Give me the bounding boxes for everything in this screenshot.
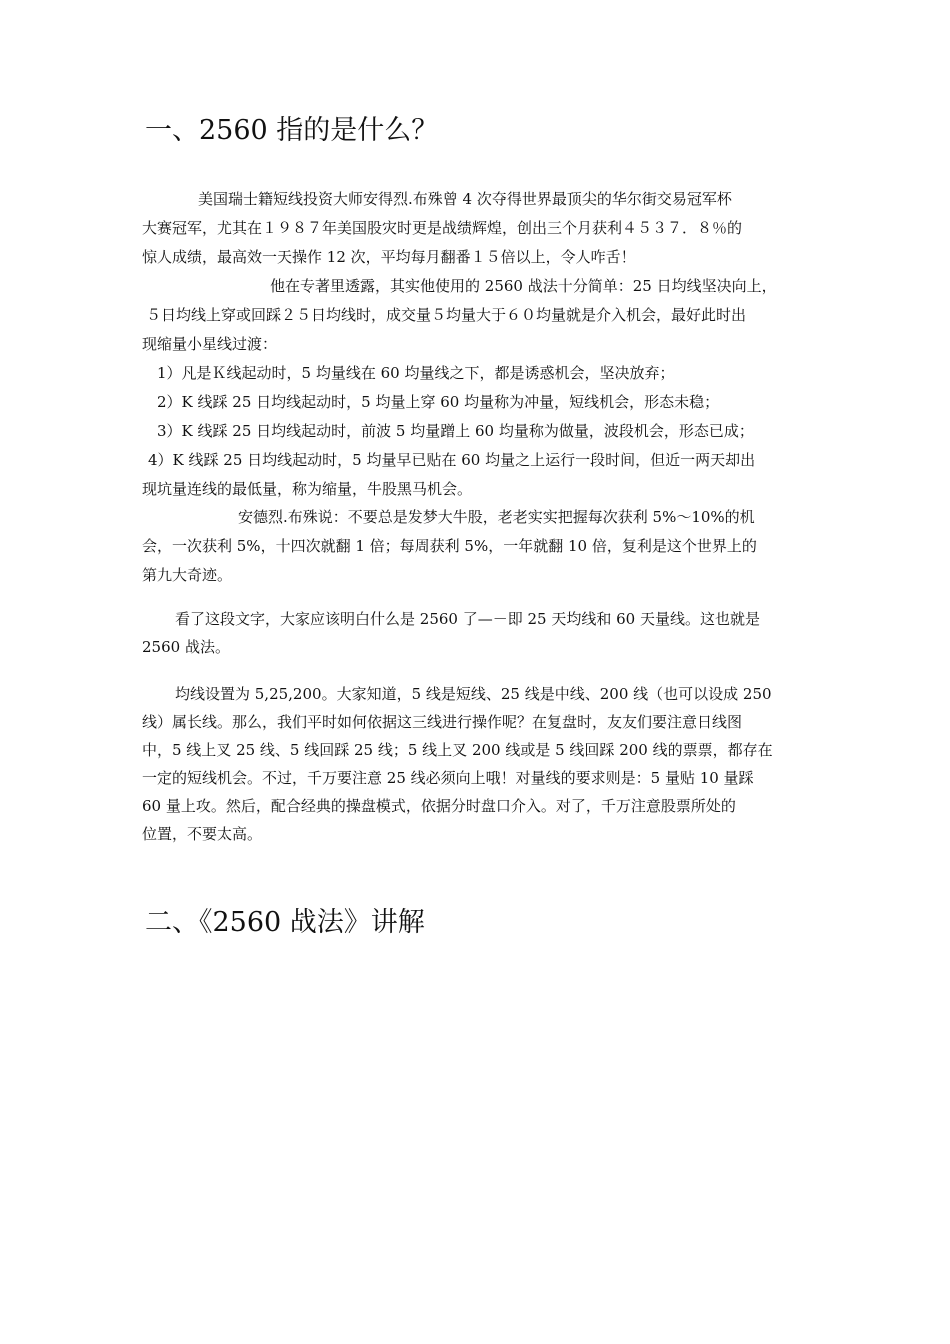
paragraph-line: 安德烈.布殊说：不要总是发梦大牛股，老老实实把握每次获利 5%～10%的机	[238, 508, 755, 526]
list-item: 4）K 线踩 25 日均线起动时，5 均量早已贴在 60 均量之上运行一段时间，但近一两天却出	[148, 451, 756, 469]
list-item: 3）K 线踩 25 日均线起动时，前波 5 均量蹭上 60 均量称为做量，波段机会，形态已成；	[157, 422, 754, 440]
paragraph-line: 看了这段文字，大家应该明白什么是 2560 了—－即 25 天均线和 60 天量线。这也就是	[175, 610, 760, 628]
paragraph-line: 第九大奇迹。	[142, 566, 233, 584]
paragraph-line: 一定的短线机会。不过，千万要注意 25 线必须向上哦！对量线的要求则是：5 量贴 10 量踩	[142, 769, 754, 787]
paragraph-line: 线）属长线。那么，我们平时如何依据这三线进行操作呢？在复盘时，友友们要注意日线图	[142, 713, 743, 731]
section-1-title: 一、2560 指的是什么？	[145, 115, 439, 146]
paragraph-line: 中，5 线上叉 25 线、5 线回踩 25 线；5 线上叉 200 线或是 5 线回踩 200 线的票票，都存在	[142, 741, 773, 759]
section-2-title: 二、《2560 战法》讲解	[145, 907, 425, 938]
paragraph-line: 位置，不要太高。	[142, 825, 263, 843]
paragraph-line: 他在专著里透露，其实他使用的 2560 战法十分简单：25 日均线坚决向上，	[270, 277, 777, 295]
paragraph-line: 会，一次获利 5%，十四次就翻 1 倍；每周获利 5%，一年就翻 10 倍，复利是这个世界上的	[142, 537, 757, 555]
paragraph-line: 现缩量小星线过渡：	[142, 335, 278, 353]
paragraph-line: ５日均线上穿或回踩２５日均线时，成交量５均量大于６０均量就是介入机会，最好此时出	[146, 306, 747, 324]
list-item: 2）K 线踩 25 日均线起动时，5 均量上穿 60 均量称为冲量，短线机会，形态未稳；	[157, 393, 720, 411]
paragraph-line: 现坑量连线的最低量，称为缩量，牛股黑马机会。	[142, 480, 473, 498]
paragraph-line: 大赛冠军，尤其在１９８７年美国股灾时更是战绩辉煌，创出三个月获利４５３７．８％的	[142, 219, 743, 237]
paragraph-line: 2560 战法。	[142, 638, 230, 656]
paragraph-line: 惊人成绩，最高效一天操作 12 次，平均每月翻番１５倍以上，令人咋舌！	[142, 248, 636, 266]
list-item: 1）凡是Ｋ线起动时，5 均量线在 60 均量线之下，都是诱惑机会，坚决放弃；	[157, 364, 675, 382]
paragraph-line: 均线设置为 5,25,200。大家知道，5 线是短线、25 线是中线、200 线（也可以设成 250	[175, 685, 772, 703]
paragraph-line: 60 量上攻。然后，配合经典的操盘模式，依据分时盘口介入。对了，千万注意股票所处的	[142, 797, 736, 815]
paragraph-line: 美国瑞士籍短线投资大师安得烈.布殊曾 4 次夺得世界最顶尖的华尔街交易冠军杯	[198, 190, 732, 208]
